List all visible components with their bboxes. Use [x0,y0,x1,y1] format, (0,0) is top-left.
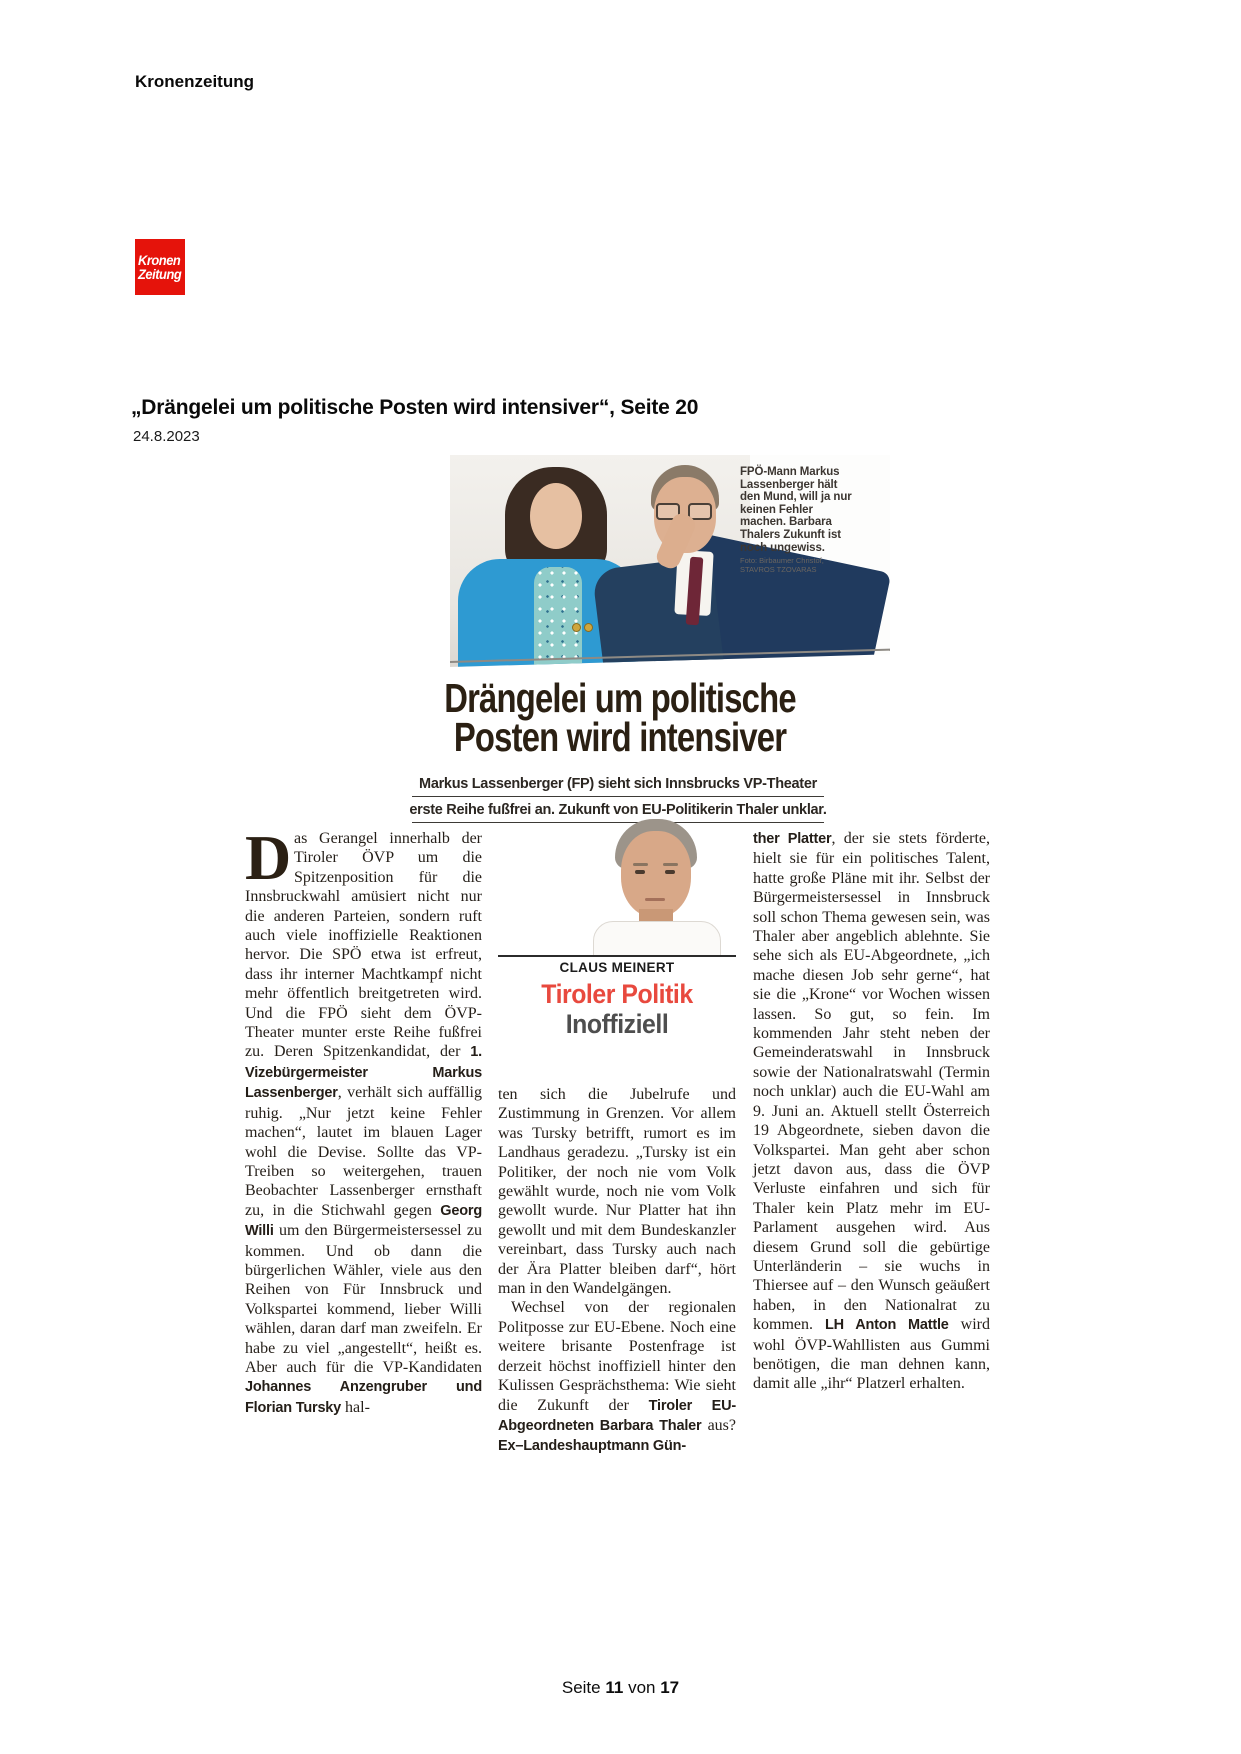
clipping-title: „Drängelei um politische Posten wird intensiver“, Seite 20 [131,396,699,419]
page-number-footer [0,1678,1241,1698]
columnist-eyebrow [663,863,678,866]
article-headline [420,675,820,760]
photo-watermark-dot [584,623,593,632]
footer-label: Seite [561,1678,601,1697]
subtitle-line-1: Markus Lassenberger (FP) sieht sich Innsbrucks VP-Theater [419,776,817,792]
columnist-eyebrow [633,863,648,866]
article-column-3: ther Platter, der sie stets förderte, hielt sie für ein politisches Talent, hatte große Pläne mit ihr. Selbst der Bürgermeistersessel in Innsbruck soll schon Thema gewesen sein, was Thaler aber angeblich ablehnte. Sie sehe sich als EU-Abgeordnete, „ich mache diesen Job sehr gerne“, hat sie die „Krone“ vor Wochen wissen lassen. So gut, so fein. Im kommenden Jahr steht neben der Gemeinderatswahl in Innsbruck sowie der Nationalratswahl (Termin noch unklar) auch die EU-Wahl am 9. Juni an. Aktuell stellt Österreich 19 Abgeordnete, sieben davon die Volkspartei. Man geht aber schon jetzt davon aus, dass die ÖVP Verluste einfahren und sich für Thaler kein Platz mehr im EU-Parlament ausgehen wird. Aus diesem Grund soll die gebürtige Unterländerin – sie wuchs in Thiersee auf – den Wunsch geäußert haben, in den Nationalrat zu kommen. LH Anton Mattle wird wohl ÖVP-Wahllisten aus Gummi benötigen, die man dehnen kann, damit alle „ihr“ Platzerl erhalten. [753,830,990,1393]
subtitle-line-2: erste Reihe fußfrei an. Zukunft von EU-Politikerin Thaler unklar. [409,802,827,818]
columnist-shirt [593,921,721,957]
article-headline-line-1: Drängelei um politische [444,675,796,721]
photo-caption: FPÖ-Mann Markus Lassenberger hält den Mund, will ja nur keinen Fehler machen. Barbara Thalers Zukunft ist noch ungewiss. [740,466,852,554]
woman-face [530,483,582,549]
publication-name: Kronenzeitung [135,72,254,91]
drop-cap: D [245,822,292,893]
article-column-2 [498,1085,736,1457]
logo-line-2: Zeitung [138,266,182,282]
krone-zeitung-logo [135,239,185,295]
footer-current-page: 11 [605,1678,624,1697]
woman-patterned-blouse [534,567,582,667]
photo-watermark-dot [572,623,581,632]
columnist-photo [575,793,735,955]
columnist-eye [635,870,645,874]
column-2-paragraph-2: Wechsel von der regionalen Politposse zur EU-Ebene. Noch eine weitere brisante Postenfrage ist derzeit höchst inoffiziell hinter den Kulissen Gesprächsthema: Wie sieht die Zukunft der Tiroler EU-Abgeordneten Barbara Thaler aus? Ex–Landeshauptmann Gün- [498,1299,736,1455]
article-column-1 [245,822,482,1418]
photo-credit [740,557,860,574]
clipping-date: 24.8.2023 [133,428,200,445]
column-title-line-1: Tiroler Politik [541,979,693,1009]
column-title-line-2: Inoffiziell [565,1009,669,1039]
columnist-mouth [645,898,665,901]
columnist-face [621,831,691,917]
columnist-name: CLAUS MEINERT [498,955,736,975]
photo-credit-line-2: STAVROS TZOVARAS [740,564,817,574]
column-1-text: as Gerangel innerhalb der Tiroler ÖVP um die Spitzenposition für die Innsbruckwahl amüsiert nicht nur die anderen Parteien, sondern ruft auch viele inoffizielle Reaktionen hervor. Die SPÖ etwa ist erfreut, dass ihr interner Machtkampf nicht mehr öffentlich breitgetreten wird. Und die FPÖ sieht dem ÖVP-Theater munter erste Reihe fußfrei zu. Deren Spitzenkandidat, der 1. Vizebürgermeister Markus Lassenberger, verhält sich auffällig ruhig. „Nur jetzt keine Fehler machen“, lautet im blauen Lager wohl die Devise. Sollte das VP-Treiben so weitergehen, trauen Beobachter Lassenberger ernsthaft zu, in die Stichwahl gegen Georg Willi um den Bürgermeistersessel zu kommen. Und ob dann die bürgerlichen Wähler, viele aus den Reihen von Für Innsbruck und Volkspartei kommend, lieber Willi wählen, daran darf man zweifeln. Er habe zu viel „angestellt“, heißt es. Aber auch für die VP-Kandidaten Johannes Anzengruber und Florian Tursky hal- [245,830,482,1416]
column-2-paragraph-1: ten sich die Jubelrufe und Zustimmung in Grenzen. Vor allem was Tursky betrifft, rumort es im Landhaus geradezu. „Tursky ist ein Politiker, der noch nie vom Volk gewählt wurde, noch nie vom Volk gewollt wurde. Nur Platter hat ihn gewollt und mit dem Bundeskanzler vereinbart, dass Tursky auch nach der Ära Platter bleiben darf“, hört man in den Wandelgängen. [498,1086,736,1298]
photo-credit-line-1: Foto: Birbaumer Christof, [740,556,824,565]
footer-separator: von [628,1678,656,1697]
logo-line-1: Kronen [138,252,181,268]
footer-total-pages: 17 [660,1678,680,1697]
columnist-eye [665,870,675,874]
article-headline-line-2: Posten wird intensiver [453,714,787,760]
